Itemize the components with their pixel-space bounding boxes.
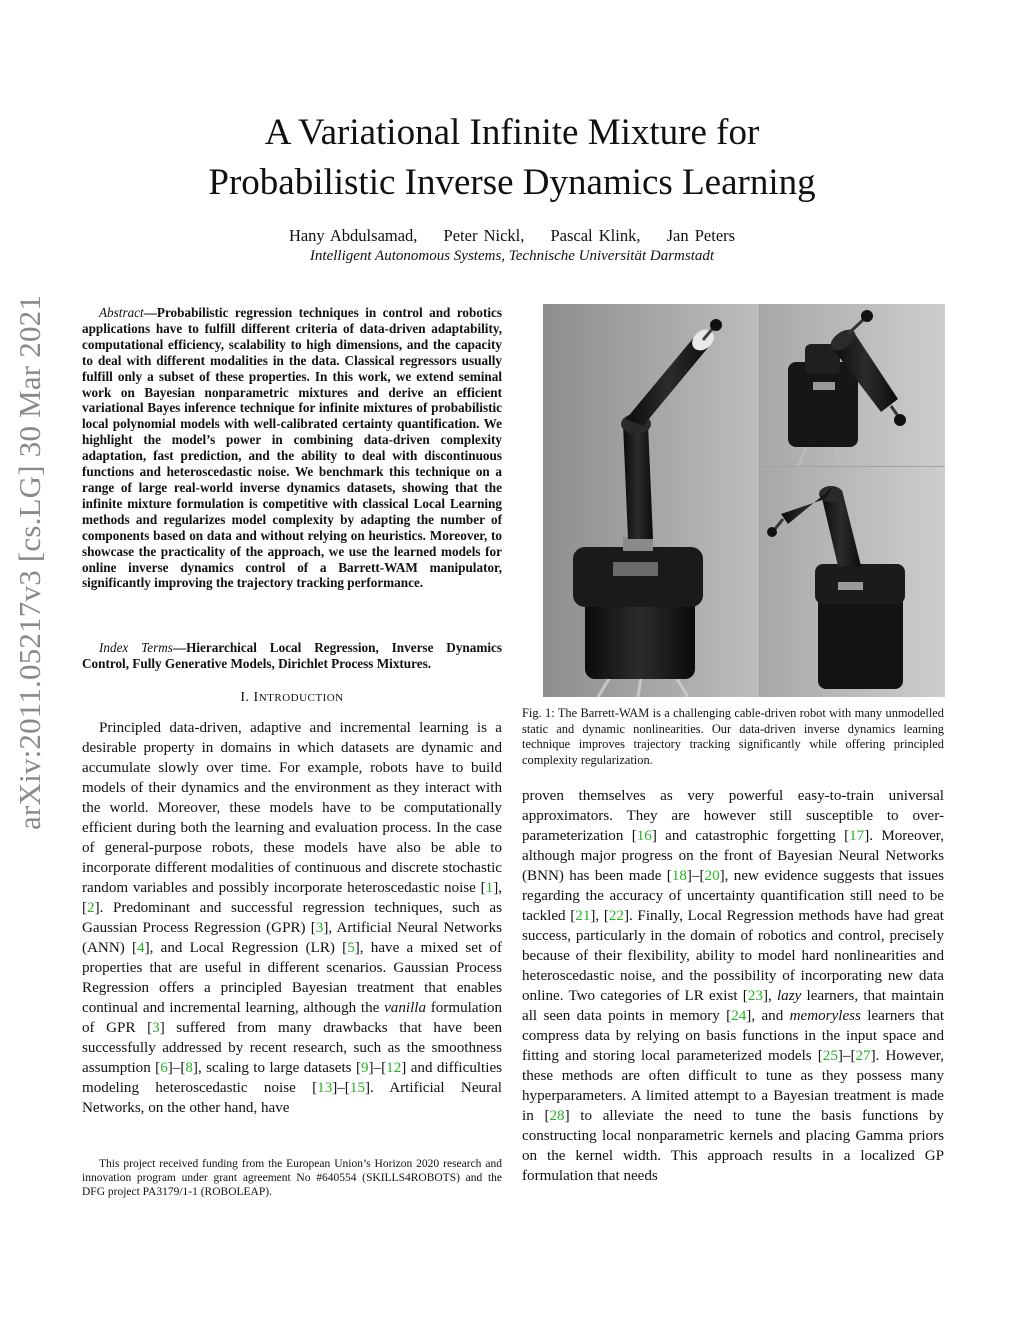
body-text: ]. However, these methods are often difficult to tune as they possess many hyperparameters. A limited attempt to a Bayesian treatment is made in [ (522, 1048, 945, 1124)
citation-link[interactable]: 16 (636, 828, 652, 844)
title-line-2: Probabilistic Inverse Dynamics Learning (208, 162, 816, 203)
citation-link[interactable]: 8 (185, 1060, 193, 1076)
body-text: formulation of GPR [ (82, 1000, 502, 1036)
citation-link[interactable]: 22 (608, 908, 624, 924)
abstract-label: Abstract (99, 305, 144, 320)
author-name: Pascal Klink, (550, 226, 641, 245)
abstract-text: —Probabilistic regression techniques in control and robotics applications have to fulfill different criteria of data-driven adaptability, computational efficiency, scalability to high dimensions, and the capacity to deal with different modalities in the data. Classical regressors usually fulfill only a subset of these properties. In this work, we extend seminal work on Bayesian nonparametric mixtures and derive an efficient variational Bayes inference technique for infinite mixtures of probabilistic local polynomial models with well-calibrated certainty quantification. We highlight the model’s power in combining data-driven complexity adaptation, fast prediction, and the ability to deal with discontinuous functions and heteroscedastic noise. We benchmark this technique on a range of large real-world inverse dynamics datasets, showing that the infinite mixture formulation is competitive with classical Local Learning methods and regularizes model complexity by adapting the number of components based on data and without relying on heuristics. Moreover, to showcase the practicality of the approach, we use the learned models for online inverse dynamics control of a Barrett-WAM manipulator, significantly improving the trajectory tracking performance. (82, 305, 502, 591)
citation-link[interactable]: 1 (485, 880, 494, 896)
body-text: proven themselves as very powerful easy-to-train universal approximators. They are however still susceptible to over-parameterization [ (522, 788, 944, 844)
citation-link[interactable]: 21 (575, 908, 591, 924)
body-text: ] suffered from many drawbacks that have been successfully addressed by recent research, such as the smoothness assumption [ (82, 1020, 502, 1076)
body-text: ]. Predominant and successful regression techniques, such as Gaussian Process Regression (GPR) [ (82, 900, 502, 936)
citation-link[interactable]: 3 (315, 920, 324, 936)
body-text: ], [ (590, 908, 609, 924)
body-text: ]–[ (368, 1060, 387, 1076)
figure-label: Fig. 1: (522, 706, 555, 720)
index-terms-text: —Hierarchical Local Regression, Inverse Dynamics Control, Fully Generative Models, Dirichlet Process Mixtures. (82, 640, 502, 671)
robot-figure (543, 304, 945, 697)
emphasis-text: vanilla (384, 1000, 426, 1016)
robot-base-small (788, 362, 858, 447)
figure-caption-text: The Barrett-WAM is a challenging cable-driven robot with many unmodelled static and dynamic nonlinearities. Our data-driven inverse dynamics learning technique improves trajectory tracking significantly while offering principled complexity regularization. (522, 706, 944, 768)
body-text: learners that compress data by relying on basis functions in the input space and fitting and storing local parameterized models [ (522, 1008, 945, 1064)
citation-link[interactable]: 25 (822, 1048, 838, 1064)
figure-caption (522, 706, 944, 769)
body-text: ]–[ (837, 1048, 856, 1064)
body-text: ], Artificial Neural Networks (ANN) [ (82, 920, 503, 956)
body-text: ], scaling to large datasets [ (192, 1060, 361, 1076)
citation-link[interactable]: 3 (152, 1020, 160, 1036)
body-text: ] and catastrophic forgetting [ (651, 828, 850, 844)
emphasis-text: memoryless (789, 1008, 861, 1024)
body-text: Principled data-driven, adaptive and incremental learning is a desirable property in domains in which datasets are dynamic and accumulate slowly over time. For example, robots have to build models of their dynamics and the environment as they interact with the world. Moreover, these models have to be computationally efficient during both the learning and evaluation process. In the case of general-purpose robots, these models have also be able to incorporate different modalities of continuous and discrete stochastic random variables and possibly incorporate heteroscedastic noise [ (82, 720, 502, 896)
affiliation: Intelligent Autonomous Systems, Technische Universität Darmstadt (309, 248, 715, 264)
section-title-cap: I (253, 690, 259, 705)
author-name: Hany Abdulsamad, (288, 226, 418, 245)
citation-link[interactable]: 12 (386, 1060, 402, 1076)
title-line-1: A Variational Infinite Mixture for (264, 112, 760, 153)
intro-paragraph (82, 718, 502, 1118)
citation-link[interactable]: 2 (87, 900, 95, 916)
citation-link[interactable]: 18 (671, 868, 687, 884)
section-number: I. (240, 690, 250, 705)
author-name: Peter Nickl, (443, 226, 525, 245)
body-text: ]–[ (167, 1060, 186, 1076)
body-text: ]. Artificial Neural Networks, on the other hand, have (82, 1080, 502, 1116)
author-name: Jan Peters (666, 226, 736, 245)
index-terms (82, 640, 502, 672)
section-heading (82, 690, 502, 706)
citation-link[interactable]: 15 (349, 1080, 365, 1096)
arxiv-identifier: arXiv:2011.05217v3 [cs.LG] 30 Mar 2021 (12, 294, 47, 830)
body-text: learners, that maintain all seen data points in memory [ (522, 988, 945, 1024)
body-text: ], new evidence suggests that issues regarding the accuracy of uncertainty quantification still need to be tackled [ (522, 868, 944, 924)
citation-link[interactable]: 4 (137, 940, 145, 956)
citation-link[interactable]: 13 (317, 1080, 333, 1096)
body-text: ], (762, 988, 777, 1004)
citation-link[interactable]: 17 (849, 828, 865, 844)
body-text: ]. Finally, Local Regression methods have had great success, particularly in the domain of robotics and control, precisely because of their flexibility, ability to model hard nonlinearities and heteroscedastic noise, and the possibility of incorporating new data online. Two categories of LR exist [ (522, 908, 944, 1004)
body-text: ]–[ (686, 868, 705, 884)
body-text: ], have a mixed set of properties that are useful in different scenarios. Gaussian Process Regression offers a principled Bayesian treatment that enables continual and incremental learning, although the (82, 940, 502, 1016)
body-text: ]. Moreover, although major progress on the front of Bayesian Neural Networks (BNN) has been made [ (522, 828, 944, 884)
citation-link[interactable]: 23 (747, 988, 763, 1004)
citation-link[interactable]: 24 (731, 1008, 747, 1024)
body-text: ] to alleviate the need to tune the basis functions by constructing local nonparametric kernels and placing Gamma priors on the kernel width. This approach results in a localized GP formulation that needs (522, 1108, 944, 1184)
index-terms-label: Index Terms (99, 640, 173, 655)
body-text: ]–[ (332, 1080, 350, 1096)
section-title-rest: NTRODUCTION (258, 692, 344, 704)
citation-link[interactable]: 9 (361, 1060, 369, 1076)
citation-link[interactable]: 20 (704, 868, 720, 884)
citation-link[interactable]: 28 (549, 1108, 565, 1124)
body-text: ], and Local Regression (LR) [ (144, 940, 348, 956)
abstract (82, 305, 502, 591)
citation-link[interactable]: 6 (160, 1060, 168, 1076)
robot-upper-link (623, 424, 653, 539)
citation-link[interactable]: 27 (855, 1048, 871, 1064)
author-list (80, 226, 944, 246)
right-column-text (522, 786, 944, 1186)
citation-link[interactable]: 5 (347, 940, 355, 956)
funding-footnote: This project received funding from the European Union’s Horizon 2020 research and innovation program under grant agreement No #640554 (SKILLS4ROBOTS) and the DFG project PA3179/1-1 (ROBOLEAP). (82, 1158, 502, 1199)
body-text: ], [ (82, 880, 502, 916)
emphasis-text: lazy (776, 988, 802, 1004)
robot-shoulder (573, 547, 703, 607)
body-text: ] and difficulties modeling heteroscedastic noise [ (82, 1060, 503, 1096)
paper-title (80, 108, 944, 208)
body-text: ], and (746, 1008, 790, 1024)
